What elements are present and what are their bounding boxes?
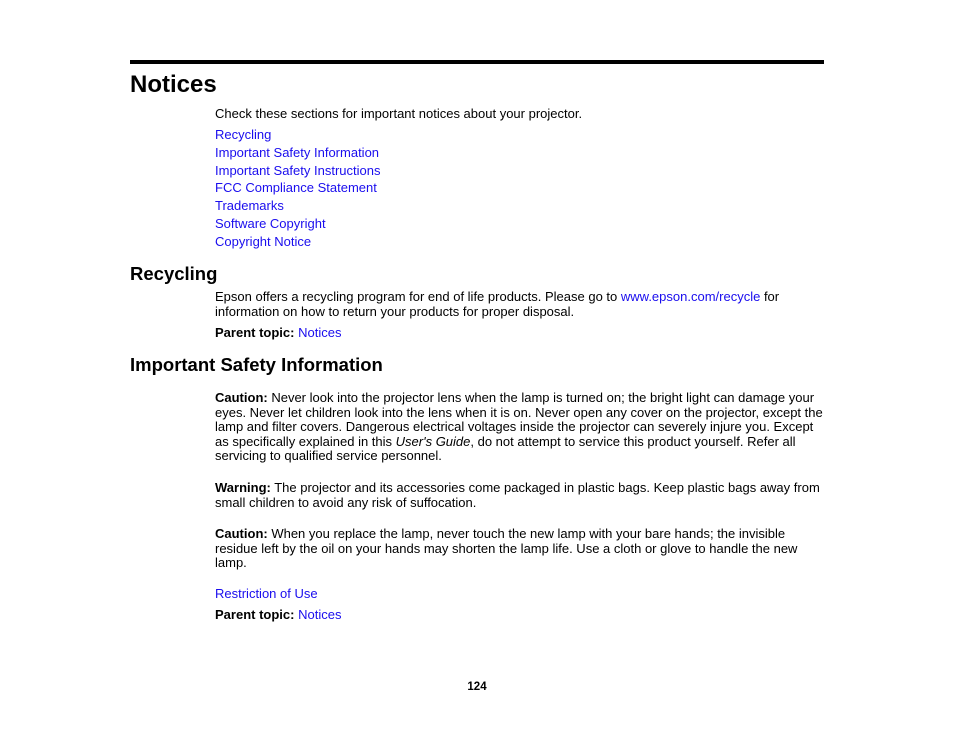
safety-parent-topic <box>215 608 823 623</box>
recycling-text <box>215 290 823 319</box>
caution-label: Caution: <box>215 390 268 405</box>
caution-lamp <box>215 527 823 571</box>
page-title: Notices <box>130 71 217 98</box>
toc-link-trademarks[interactable]: Trademarks <box>215 198 284 213</box>
warning-text: The projector and its accessories come packaged in plastic bags. Keep plastic bags away from small children to avoid any risk of suffocation. <box>215 480 820 510</box>
restriction-of-use-link[interactable]: Restriction of Use <box>215 586 318 601</box>
toc-link-safety-information[interactable]: Important Safety Information <box>215 145 380 160</box>
toc-link-fcc[interactable]: FCC Compliance Statement <box>215 180 377 195</box>
recycle-url-link[interactable]: www.epson.com/recycle <box>620 289 761 304</box>
intro-text: Check these sections for important notices about your projector. <box>215 106 583 121</box>
recycling-parent-topic <box>215 326 823 341</box>
users-guide-title: User's Guide <box>395 433 471 449</box>
toc-link-safety-instructions[interactable]: Important Safety Instructions <box>215 163 381 178</box>
caution-label: Caution: <box>215 526 268 541</box>
parent-topic-label: Parent topic: <box>215 325 295 340</box>
parent-topic-link[interactable]: Notices <box>298 325 342 340</box>
toc-link-software-copyright[interactable]: Software Copyright <box>215 216 326 231</box>
section-heading-recycling: Recycling <box>130 263 218 284</box>
warning-label: Warning: <box>215 480 271 495</box>
parent-topic-label: Parent topic: <box>215 607 295 622</box>
page-number: 124 <box>467 681 487 693</box>
recycling-text-before: Epson offers a recycling program for end of life products. Please go to <box>215 289 621 304</box>
caution-lens <box>215 391 823 464</box>
toc-link-recycling[interactable]: Recycling <box>215 127 272 142</box>
warning-plastic-bags <box>215 481 823 510</box>
toc-link-copyright-notice[interactable]: Copyright Notice <box>215 234 312 249</box>
caution-lens-text-b: , do not attempt to service this product yourself. Refer all servicing to qualified service personnel. <box>215 433 796 463</box>
title-rule <box>130 60 824 64</box>
caution-lens-text-a: Never look into the projector lens when the lamp is turned on; the bright light can damage your eyes. Never let children look into the lens when it is on. Never open any cover on the projector, except the lamp and filter covers. Dangerous electrical voltages inside the projector can severely injure you. Except as specifically explained in this <box>215 390 823 449</box>
recycling-text-after: for information on how to return your products for proper disposal. <box>215 289 780 319</box>
caution-lamp-text: When you replace the lamp, never touch the new lamp with your bare hands; the invisible residue left by the oil on your hands may shorten the lamp life. Use a cloth or glove to handle the new lamp. <box>215 526 798 570</box>
section-heading-safety: Important Safety Information <box>130 354 383 375</box>
parent-topic-link[interactable]: Notices <box>298 607 342 622</box>
